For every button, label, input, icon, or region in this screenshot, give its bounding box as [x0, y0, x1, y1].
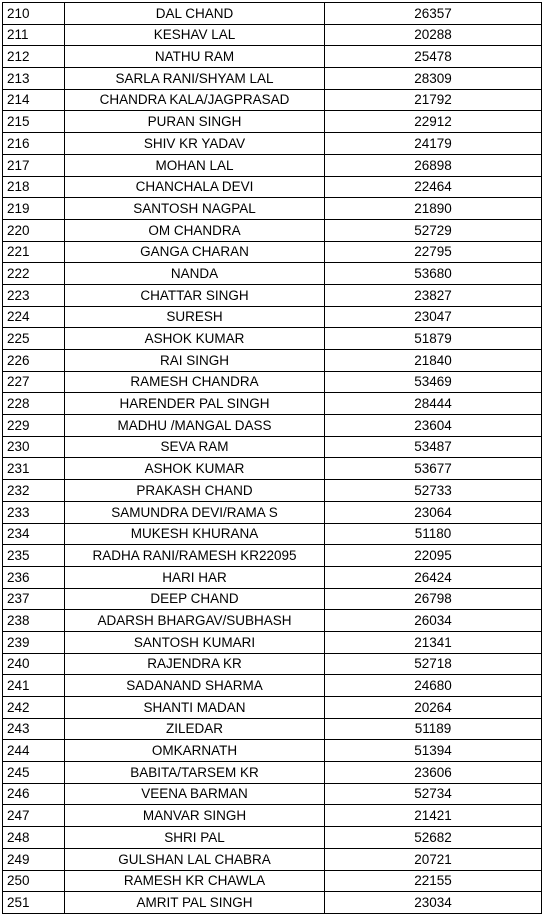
- name-cell: GANGA CHARAN: [65, 241, 325, 263]
- serial-number-cell: 232: [3, 480, 65, 502]
- name-cell: OM CHANDRA: [65, 219, 325, 241]
- name-cell: HARI HAR: [65, 566, 325, 588]
- serial-number-cell: 210: [3, 3, 65, 25]
- serial-number-cell: 225: [3, 328, 65, 350]
- value-cell: 20264: [325, 697, 542, 719]
- serial-number-cell: 217: [3, 154, 65, 176]
- table-row: [3, 133, 542, 155]
- serial-number-cell: 239: [3, 631, 65, 653]
- serial-number-cell: 249: [3, 848, 65, 870]
- value-cell: 23827: [325, 284, 542, 306]
- name-cell: CHANCHALA DEVI: [65, 176, 325, 198]
- name-cell: DEEP CHAND: [65, 588, 325, 610]
- table-row: [3, 436, 542, 458]
- table-row: [3, 870, 542, 892]
- serial-number-cell: 251: [3, 892, 65, 914]
- table-row: [3, 545, 542, 567]
- value-cell: 53680: [325, 263, 542, 285]
- table-row: [3, 328, 542, 350]
- serial-number-cell: 212: [3, 46, 65, 68]
- value-cell: 51394: [325, 740, 542, 762]
- value-cell: 21341: [325, 631, 542, 653]
- serial-number-cell: 231: [3, 458, 65, 480]
- serial-number-cell: 234: [3, 523, 65, 545]
- table-row: [3, 697, 542, 719]
- value-cell: 28444: [325, 393, 542, 415]
- name-cell: SHIV KR YADAV: [65, 133, 325, 155]
- table-row: [3, 523, 542, 545]
- value-cell: 51879: [325, 328, 542, 350]
- name-cell: CHATTAR SINGH: [65, 284, 325, 306]
- table-row: [3, 219, 542, 241]
- name-cell: SANTOSH NAGPAL: [65, 198, 325, 220]
- table-row: [3, 480, 542, 502]
- name-cell: SHRI PAL: [65, 827, 325, 849]
- serial-number-cell: 222: [3, 263, 65, 285]
- serial-number-cell: 248: [3, 827, 65, 849]
- name-cell: NANDA: [65, 263, 325, 285]
- value-cell: 21840: [325, 350, 542, 372]
- serial-number-cell: 235: [3, 545, 65, 567]
- table-row: [3, 762, 542, 784]
- serial-number-cell: 240: [3, 653, 65, 675]
- table-row: [3, 46, 542, 68]
- name-cell: RAJENDRA KR: [65, 653, 325, 675]
- value-cell: 25478: [325, 46, 542, 68]
- name-cell: SHANTI MADAN: [65, 697, 325, 719]
- table-row: [3, 848, 542, 870]
- value-cell: 23604: [325, 415, 542, 437]
- name-cell: PURAN SINGH: [65, 111, 325, 133]
- table-row: [3, 610, 542, 632]
- serial-number-cell: 211: [3, 24, 65, 46]
- value-cell: 52729: [325, 219, 542, 241]
- table-row: [3, 415, 542, 437]
- serial-number-cell: 221: [3, 241, 65, 263]
- name-cell: BABITA/TARSEM KR: [65, 762, 325, 784]
- value-cell: 20288: [325, 24, 542, 46]
- table-row: [3, 827, 542, 849]
- table-row: [3, 111, 542, 133]
- serial-number-cell: 213: [3, 68, 65, 90]
- value-cell: 21792: [325, 89, 542, 111]
- value-cell: 24179: [325, 133, 542, 155]
- value-cell: 22464: [325, 176, 542, 198]
- serial-number-cell: 246: [3, 783, 65, 805]
- value-cell: 53487: [325, 436, 542, 458]
- table-row: [3, 805, 542, 827]
- value-cell: 52733: [325, 480, 542, 502]
- value-cell: 26898: [325, 154, 542, 176]
- name-cell: MANVAR SINGH: [65, 805, 325, 827]
- table-row: [3, 566, 542, 588]
- table-row: [3, 154, 542, 176]
- value-cell: 22795: [325, 241, 542, 263]
- serial-number-cell: 214: [3, 89, 65, 111]
- value-cell: 23047: [325, 306, 542, 328]
- table-row: [3, 631, 542, 653]
- serial-number-cell: 228: [3, 393, 65, 415]
- serial-number-cell: 229: [3, 415, 65, 437]
- serial-number-cell: 245: [3, 762, 65, 784]
- serial-number-cell: 230: [3, 436, 65, 458]
- serial-number-cell: 233: [3, 501, 65, 523]
- serial-number-cell: 238: [3, 610, 65, 632]
- table-row: [3, 198, 542, 220]
- value-cell: 53469: [325, 371, 542, 393]
- serial-number-cell: 216: [3, 133, 65, 155]
- name-cell: SAMUNDRA DEVI/RAMA S: [65, 501, 325, 523]
- table-row: [3, 24, 542, 46]
- name-cell: RAI SINGH: [65, 350, 325, 372]
- name-cell: DAL CHAND: [65, 3, 325, 25]
- table-row: [3, 458, 542, 480]
- table-row: [3, 675, 542, 697]
- table-row: [3, 718, 542, 740]
- name-cell: ADARSH BHARGAV/SUBHASH: [65, 610, 325, 632]
- table-row: [3, 176, 542, 198]
- name-cell: AMRIT PAL SINGH: [65, 892, 325, 914]
- table-row: [3, 653, 542, 675]
- name-cell: CHANDRA KALA/JAGPRASAD: [65, 89, 325, 111]
- serial-number-cell: 243: [3, 718, 65, 740]
- value-cell: 51180: [325, 523, 542, 545]
- table-row: [3, 263, 542, 285]
- name-cell: MADHU /MANGAL DASS: [65, 415, 325, 437]
- name-cell: RADHA RANI/RAMESH KR22095: [65, 545, 325, 567]
- value-cell: 53677: [325, 458, 542, 480]
- name-cell: SADANAND SHARMA: [65, 675, 325, 697]
- serial-number-cell: 215: [3, 111, 65, 133]
- serial-number-cell: 247: [3, 805, 65, 827]
- serial-number-cell: 237: [3, 588, 65, 610]
- records-table-body: [3, 3, 542, 914]
- name-cell: SARLA RANI/SHYAM LAL: [65, 68, 325, 90]
- serial-number-cell: 218: [3, 176, 65, 198]
- value-cell: 20721: [325, 848, 542, 870]
- value-cell: 26798: [325, 588, 542, 610]
- table-row: [3, 89, 542, 111]
- name-cell: GULSHAN LAL CHABRA: [65, 848, 325, 870]
- name-cell: MUKESH KHURANA: [65, 523, 325, 545]
- table-row: [3, 783, 542, 805]
- value-cell: 26357: [325, 3, 542, 25]
- serial-number-cell: 227: [3, 371, 65, 393]
- table-row: [3, 740, 542, 762]
- value-cell: 23064: [325, 501, 542, 523]
- name-cell: KESHAV LAL: [65, 24, 325, 46]
- name-cell: SEVA RAM: [65, 436, 325, 458]
- serial-number-cell: 236: [3, 566, 65, 588]
- name-cell: SANTOSH KUMARI: [65, 631, 325, 653]
- value-cell: 26424: [325, 566, 542, 588]
- table-row: [3, 284, 542, 306]
- value-cell: 21890: [325, 198, 542, 220]
- name-cell: HARENDER PAL SINGH: [65, 393, 325, 415]
- table-row: [3, 306, 542, 328]
- records-table: [2, 2, 542, 914]
- serial-number-cell: 242: [3, 697, 65, 719]
- value-cell: 52682: [325, 827, 542, 849]
- name-cell: RAMESH CHANDRA: [65, 371, 325, 393]
- value-cell: 22912: [325, 111, 542, 133]
- value-cell: 23606: [325, 762, 542, 784]
- table-row: [3, 350, 542, 372]
- name-cell: VEENA BARMAN: [65, 783, 325, 805]
- table-row: [3, 393, 542, 415]
- name-cell: OMKARNATH: [65, 740, 325, 762]
- name-cell: SURESH: [65, 306, 325, 328]
- serial-number-cell: 220: [3, 219, 65, 241]
- value-cell: 52734: [325, 783, 542, 805]
- value-cell: 52718: [325, 653, 542, 675]
- table-row: [3, 3, 542, 25]
- value-cell: 24680: [325, 675, 542, 697]
- name-cell: RAMESH KR CHAWLA: [65, 870, 325, 892]
- serial-number-cell: 244: [3, 740, 65, 762]
- table-row: [3, 68, 542, 90]
- name-cell: PRAKASH CHAND: [65, 480, 325, 502]
- serial-number-cell: 226: [3, 350, 65, 372]
- serial-number-cell: 224: [3, 306, 65, 328]
- serial-number-cell: 250: [3, 870, 65, 892]
- serial-number-cell: 241: [3, 675, 65, 697]
- table-row: [3, 241, 542, 263]
- value-cell: 22095: [325, 545, 542, 567]
- name-cell: ZILEDAR: [65, 718, 325, 740]
- value-cell: 26034: [325, 610, 542, 632]
- value-cell: 28309: [325, 68, 542, 90]
- name-cell: NATHU RAM: [65, 46, 325, 68]
- name-cell: ASHOK KUMAR: [65, 328, 325, 350]
- table-row: [3, 588, 542, 610]
- value-cell: 22155: [325, 870, 542, 892]
- table-row: [3, 371, 542, 393]
- serial-number-cell: 223: [3, 284, 65, 306]
- value-cell: 21421: [325, 805, 542, 827]
- table-row: [3, 892, 542, 914]
- name-cell: MOHAN LAL: [65, 154, 325, 176]
- serial-number-cell: 219: [3, 198, 65, 220]
- table-row: [3, 501, 542, 523]
- value-cell: 23034: [325, 892, 542, 914]
- name-cell: ASHOK KUMAR: [65, 458, 325, 480]
- value-cell: 51189: [325, 718, 542, 740]
